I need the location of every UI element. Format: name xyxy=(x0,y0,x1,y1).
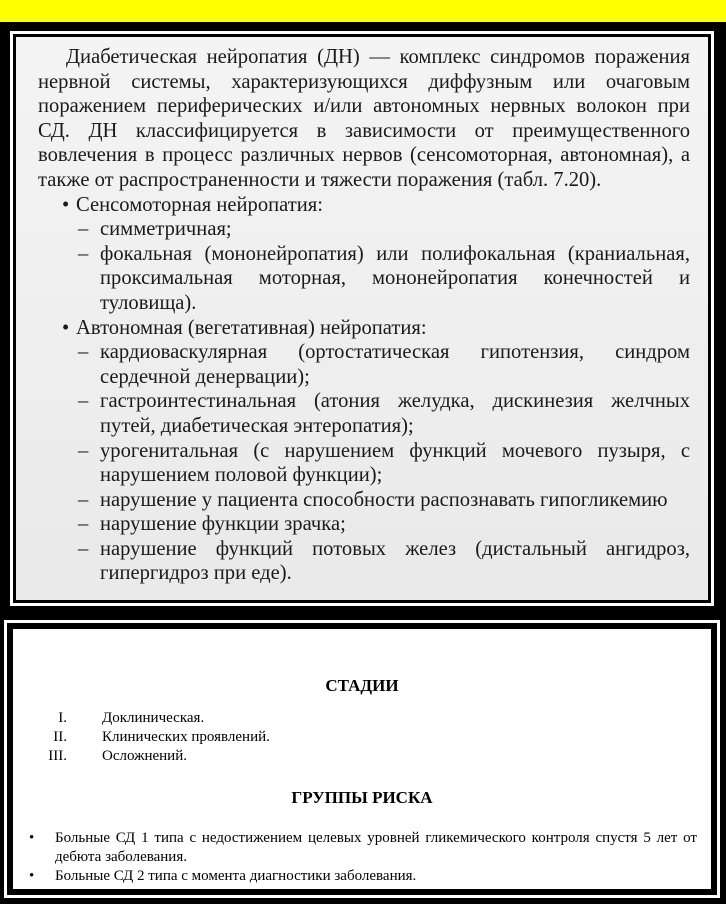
dash-icon: – xyxy=(78,242,89,265)
list-item-text: нарушение функции зрачка; xyxy=(100,513,346,536)
list-item-text: нарушение функций потовых желез (дистальный ангидроз, гипергидроз при еде). xyxy=(100,537,690,585)
list-item-text: гастроинтестинальная (атония желудка, дискинезия желчных путей, диабетическая энтеропатия); xyxy=(100,390,690,437)
bullet-icon: • xyxy=(62,193,70,216)
bullet-icon: • xyxy=(29,868,35,884)
dash-icon: – xyxy=(78,488,89,511)
stages-risk-page xyxy=(13,629,711,889)
risk-item xyxy=(27,867,697,886)
list-item-text: нарушение у пациента способности распознавать гипогликемию xyxy=(100,488,668,511)
bullet-icon: • xyxy=(29,830,35,846)
risk-item-text: Больные СД 2 типа с момента диагностики заболевания. xyxy=(55,868,417,884)
stage-text: Осложнений. xyxy=(102,748,187,764)
dash-icon: – xyxy=(78,513,89,536)
list-item xyxy=(38,537,690,586)
list-item-text: урогенитальная (с нарушением функций мочевого пузыря, с нарушением половой функции); xyxy=(100,439,690,487)
stage-text: Доклиническая. xyxy=(102,710,205,726)
dash-icon: – xyxy=(78,439,89,462)
autonomic-heading xyxy=(38,316,690,341)
list-item-text: кардиоваскулярная (ортостатическая гипотензия, синдром сердечной денервации); xyxy=(100,341,690,388)
intro-paragraph: Диабетическая нейропатия (ДН) — комплекс синдромов поражения нервной системы, характеризующихся диффузным или очаговым поражением периферических и/или автономных нервных волокон при СД. ДН классифицируется в зависимости от преимущественного вовлечения в процесс различных нервов (сенсомоторная, автономная), а также от распространенности и тяжести поражения (табл. 7.20). xyxy=(38,46,690,191)
risk-groups-list xyxy=(27,829,697,886)
top-banner xyxy=(0,0,726,22)
list-item xyxy=(38,242,690,316)
list-item xyxy=(38,512,690,537)
risk-item-text: Больные СД 1 типа с недостижением целевых уровней гликемического контроля спустя 5 лет от дебюта заболевания. xyxy=(55,830,697,865)
list-item xyxy=(38,389,690,438)
stage-number: II. xyxy=(53,729,67,745)
dash-icon: – xyxy=(78,390,89,413)
stage-text: Клинических проявлений. xyxy=(102,729,270,745)
dash-icon: – xyxy=(78,218,89,241)
list-item-text: симметричная; xyxy=(100,218,232,241)
sensorimotor-label: Сенсомоторная нейропатия: xyxy=(76,193,323,216)
bullet-icon: • xyxy=(62,316,70,339)
stage-number: I. xyxy=(58,710,67,726)
stages-title: СТАДИИ xyxy=(325,676,399,695)
textbook-excerpt-panel xyxy=(10,31,714,606)
list-item-text: фокальная (мононейропатия) или полифокальная (краниальная, проксимальная моторная, мононейропатия конечностей и туловища). xyxy=(100,242,690,314)
risk-groups-title: ГРУППЫ РИСКА xyxy=(291,788,433,807)
stages-risk-panel xyxy=(4,620,720,898)
list-item xyxy=(38,488,690,513)
list-item xyxy=(38,217,690,242)
list-item xyxy=(38,439,690,488)
textbook-page xyxy=(16,37,708,600)
stage-number: III. xyxy=(48,748,67,764)
list-item xyxy=(38,340,690,389)
dash-icon: – xyxy=(78,341,89,364)
dash-icon: – xyxy=(78,537,89,560)
risk-item xyxy=(27,829,697,867)
sensorimotor-heading xyxy=(38,193,690,218)
autonomic-label: Автономная (вегетативная) нейропатия: xyxy=(76,316,427,339)
